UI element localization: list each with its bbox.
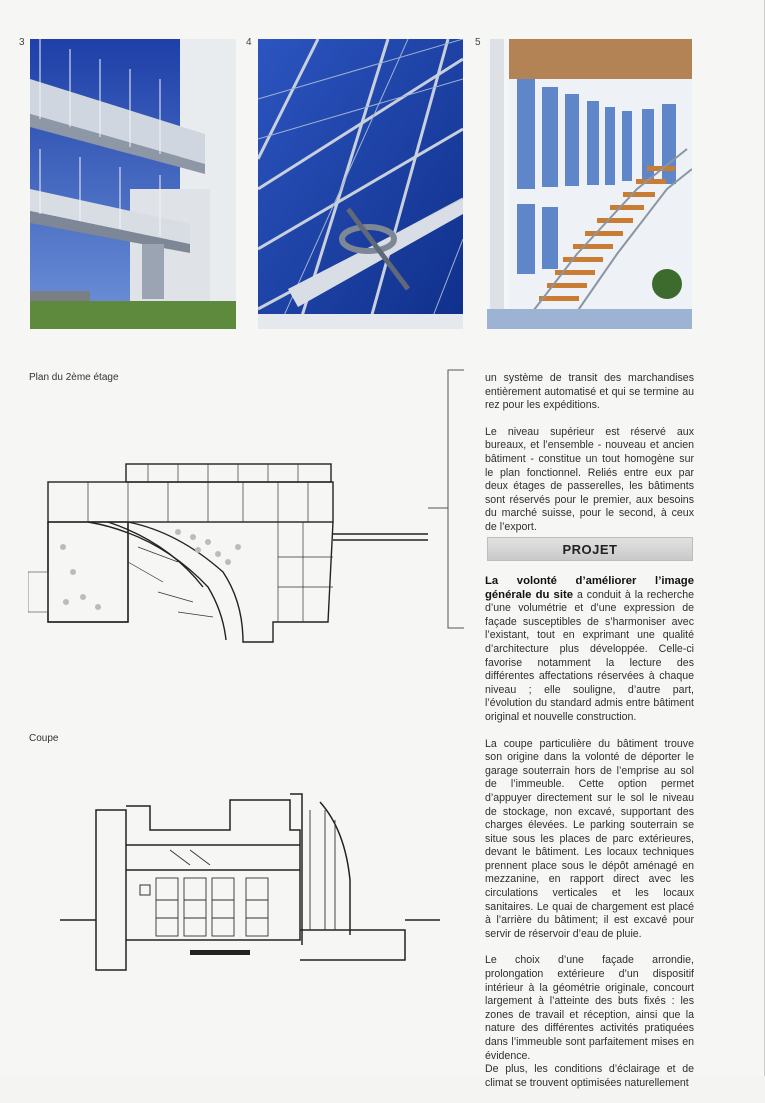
text-column-top — [485, 372, 694, 548]
section-drawing — [60, 790, 460, 980]
text-column-bottom — [485, 575, 694, 1103]
offices-paragraph: Le niveau supérieur est réservé aux bureaux, et l’ensemble - nouveau et ancien bâtiment - constitue un tout homogène sur le plan fonctionnel. Reliés entre eux par deux étages de passerelles, les bâtiments sont réservés pour le premier, aux besoins du marché suisse, pour le second, à ceux de l’export. — [485, 425, 694, 533]
section-paragraph: La coupe particulière du bâtiment trouve son origine dans la volonté de déporter le garage souterrain hors de l’emprise au sol de l’immeuble. Cette option permet d’appuyer directement sur le sol le niveau de stockage, non excavé, supportant des charges élevées. Le parking souterrain se situe sous les places de parc extérieures, devant le bâtiment. Les locaux techniques prennent place sous le dépôt aménagé en mezzanine, en rapport direct avec les circulations verticales et les locaux sanitaires. Le quai de chargement est placé à l’arrière du bâtiment; il est excavé pour servir de réservoir d’eau de pluie. — [485, 737, 694, 940]
facade-paragraph: Le choix d’une façade arrondie, prolongation extérieure d’un dispositif intérieur à la géométrie originale, concourt largement à l’atteinte des buts fixés : les zones de travail et réception, ainsi que la nature des différentes activités pratiquées dans l’immeuble sont parfaitement mises en évidence. — [485, 954, 694, 1062]
glass-walkway-photo — [30, 39, 236, 329]
intro-paragraph: un système de transit des marchandises entièrement automatisé et qui se termine au rez pour les expéditions. — [485, 372, 694, 412]
photo-number-4: 4 — [246, 37, 252, 48]
photo-number-3: 3 — [19, 37, 25, 48]
plan-caption: Plan du 2ème étage — [29, 372, 119, 383]
project-paragraph-rest: a conduit à la recherche d’une volumétrie et d’une expression de façade susceptibles de s’harmoniser avec l’existant, tout en exprimant une qualité d’architecture plus développée. Celle-ci favorise notamment la lecture des différentes affectations réservées à chaque niveau ; elle souligne, d’autre part, l’évolution du standard admis entre bâtiment original et nouvelle construction. — [485, 588, 695, 723]
interior-staircase-photo — [487, 39, 692, 329]
photo-number-5: 5 — [475, 37, 481, 48]
project-paragraph — [485, 575, 694, 725]
section-heading — [487, 537, 693, 561]
floor-plan-drawing — [28, 462, 448, 652]
lead-phrase: La volonté d’améliorer l’image générale du site — [485, 575, 694, 601]
section-heading-label: PROJET — [562, 541, 618, 557]
section-caption: Coupe — [29, 733, 59, 744]
bracket-line — [420, 368, 470, 630]
glass-facade-photo — [258, 39, 463, 329]
lighting-paragraph: De plus, les conditions d’éclairage et de climat se trouvent optimisées naturellement — [485, 1063, 694, 1089]
